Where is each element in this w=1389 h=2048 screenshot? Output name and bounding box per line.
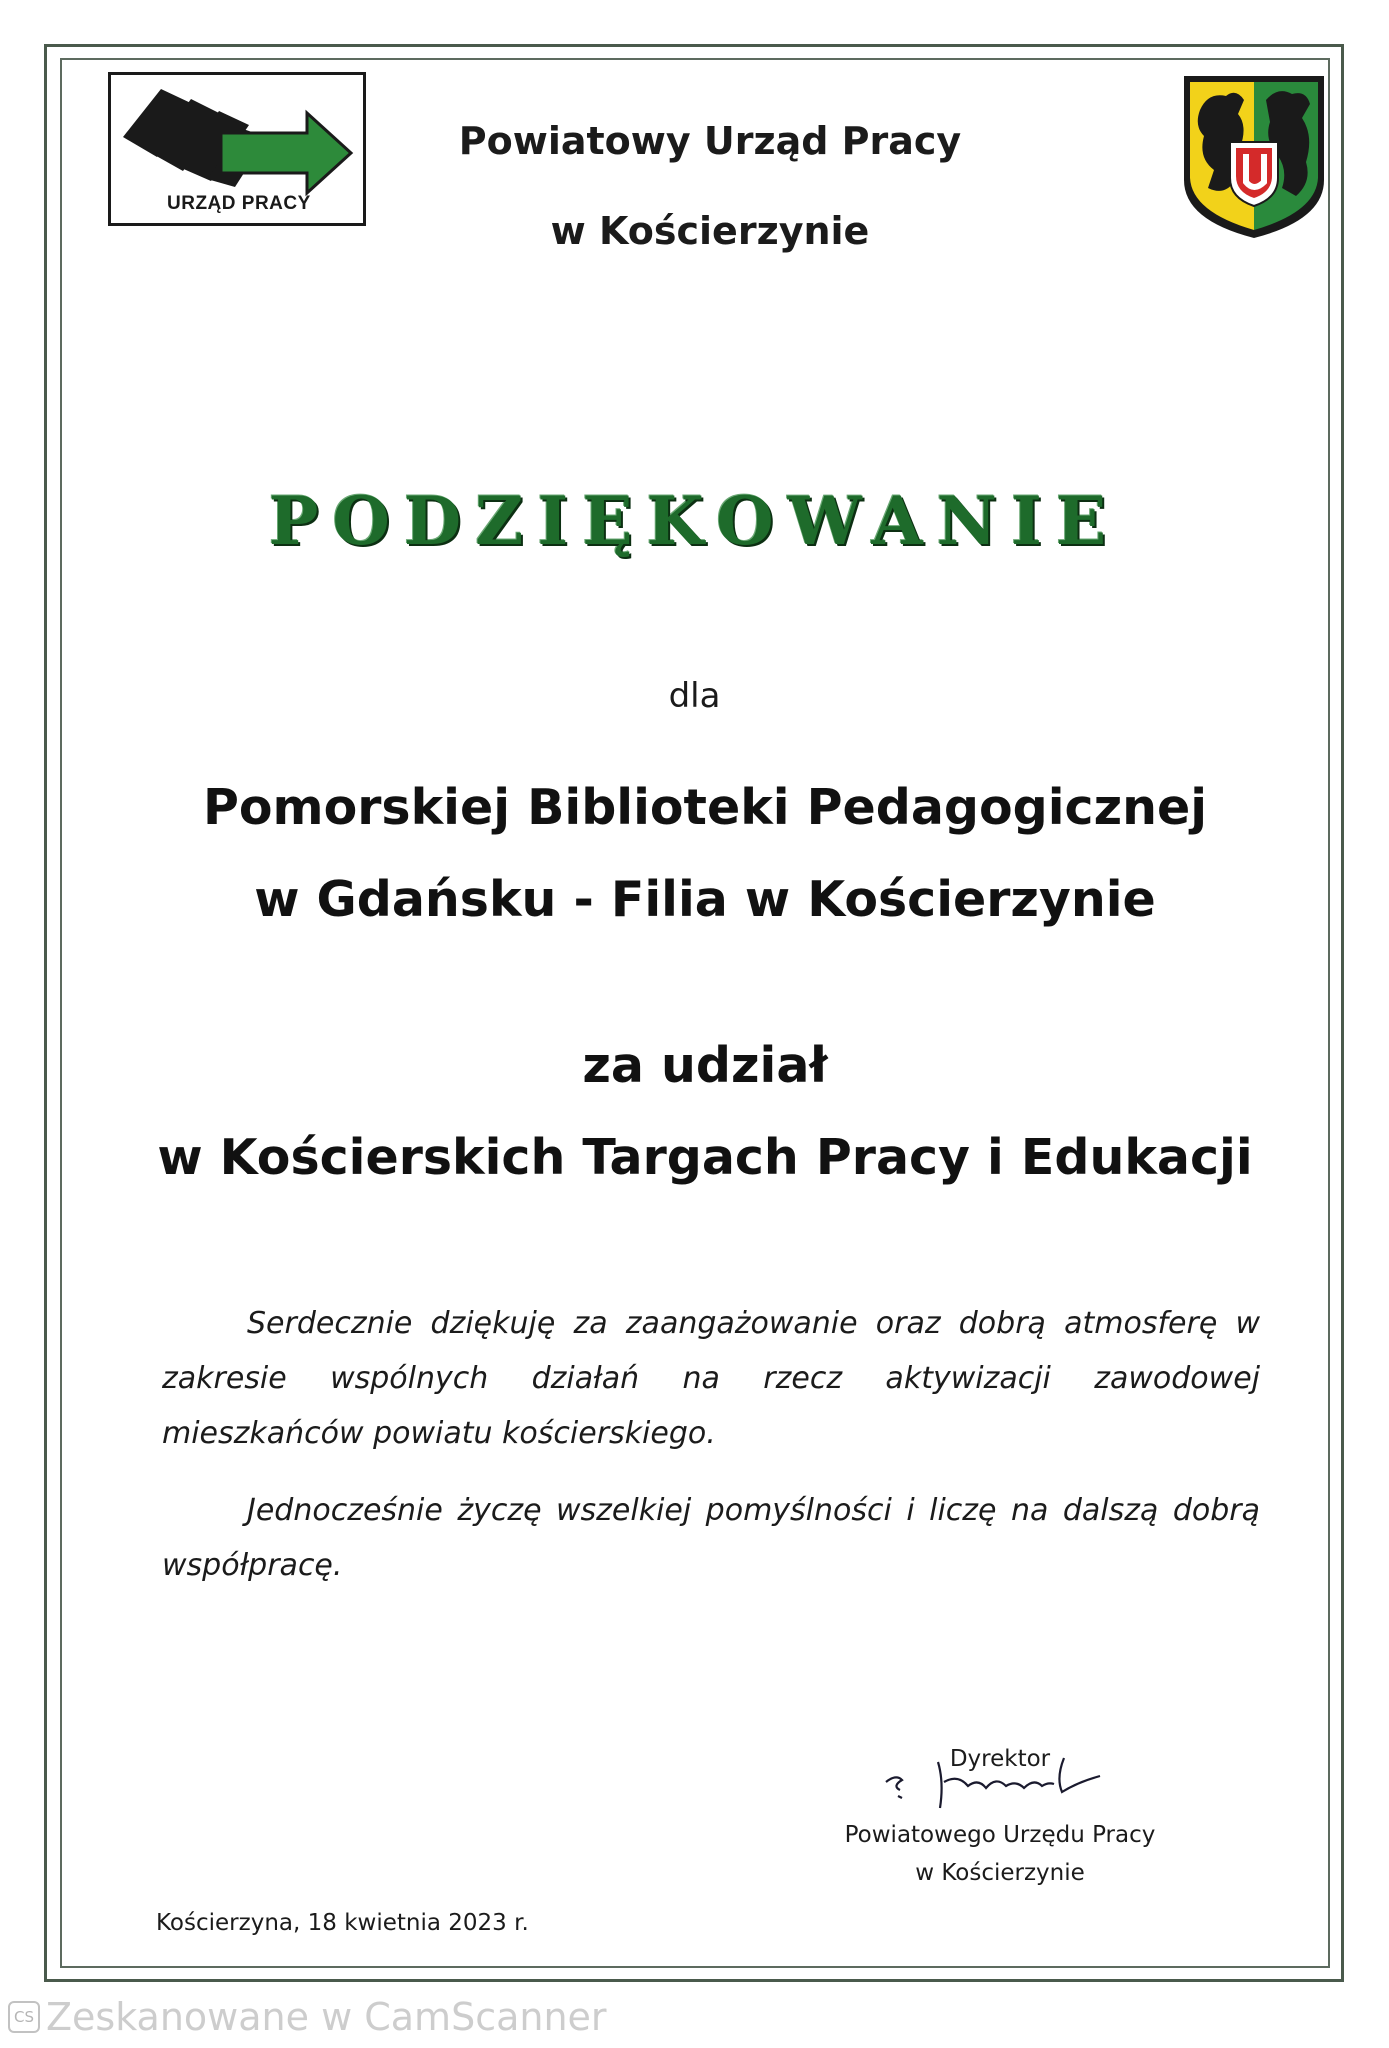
recipient-line-2: w Gdańsku - Filia w Kościerzynie bbox=[254, 871, 1156, 928]
body-paragraph-1: Serdecznie dziękuję za zaangażowanie oraz dobrą atmosferę w zakresie wspólnych działań na rzecz aktywizacji zawodowej mieszkańców powiatu kościerskiego. bbox=[162, 1306, 1260, 1451]
issuer-location: w Kościerzynie bbox=[550, 209, 870, 253]
issuer-header bbox=[440, 96, 980, 276]
place-and-date: Kościerzyna, 18 kwietnia 2023 r. bbox=[156, 1910, 529, 1936]
signatory-location: w Kościerzynie bbox=[915, 1860, 1085, 1886]
recipient-name bbox=[150, 762, 1260, 946]
reason-line-1: za udział bbox=[582, 1037, 828, 1094]
handwritten-signature-icon bbox=[878, 1752, 1110, 1812]
reason-line-2: w Kościerskich Targach Pracy i Edukacji bbox=[157, 1129, 1253, 1186]
document-title: PODZIĘKOWANIE bbox=[268, 482, 1121, 560]
watermark-text: Zeskanowane w CamScanner bbox=[46, 1995, 607, 2039]
recipient-line-1: Pomorskiej Biblioteki Pedagogicznej bbox=[202, 779, 1208, 836]
signatory-org: Powiatowego Urzędu Pracy bbox=[844, 1822, 1156, 1848]
inner-border-frame bbox=[60, 58, 1330, 1968]
logo-text: URZĄD PRACY bbox=[167, 193, 311, 214]
body-paragraph-2: Jednocześnie życzę wszelkiej pomyślności i liczę na dalszą dobrą współpracę. bbox=[162, 1493, 1260, 1583]
coat-of-arms-icon bbox=[1178, 70, 1330, 242]
for-label: dla bbox=[668, 676, 721, 716]
camscanner-badge-icon: CS bbox=[8, 2001, 40, 2033]
signatory-title: Dyrektor bbox=[949, 1746, 1051, 1772]
urzad-pracy-logo bbox=[108, 72, 366, 226]
body-text bbox=[162, 1296, 1260, 1593]
issuer-name: Powiatowy Urząd Pracy bbox=[458, 119, 962, 163]
scanner-watermark bbox=[8, 1994, 607, 2040]
reason bbox=[130, 1020, 1280, 1204]
